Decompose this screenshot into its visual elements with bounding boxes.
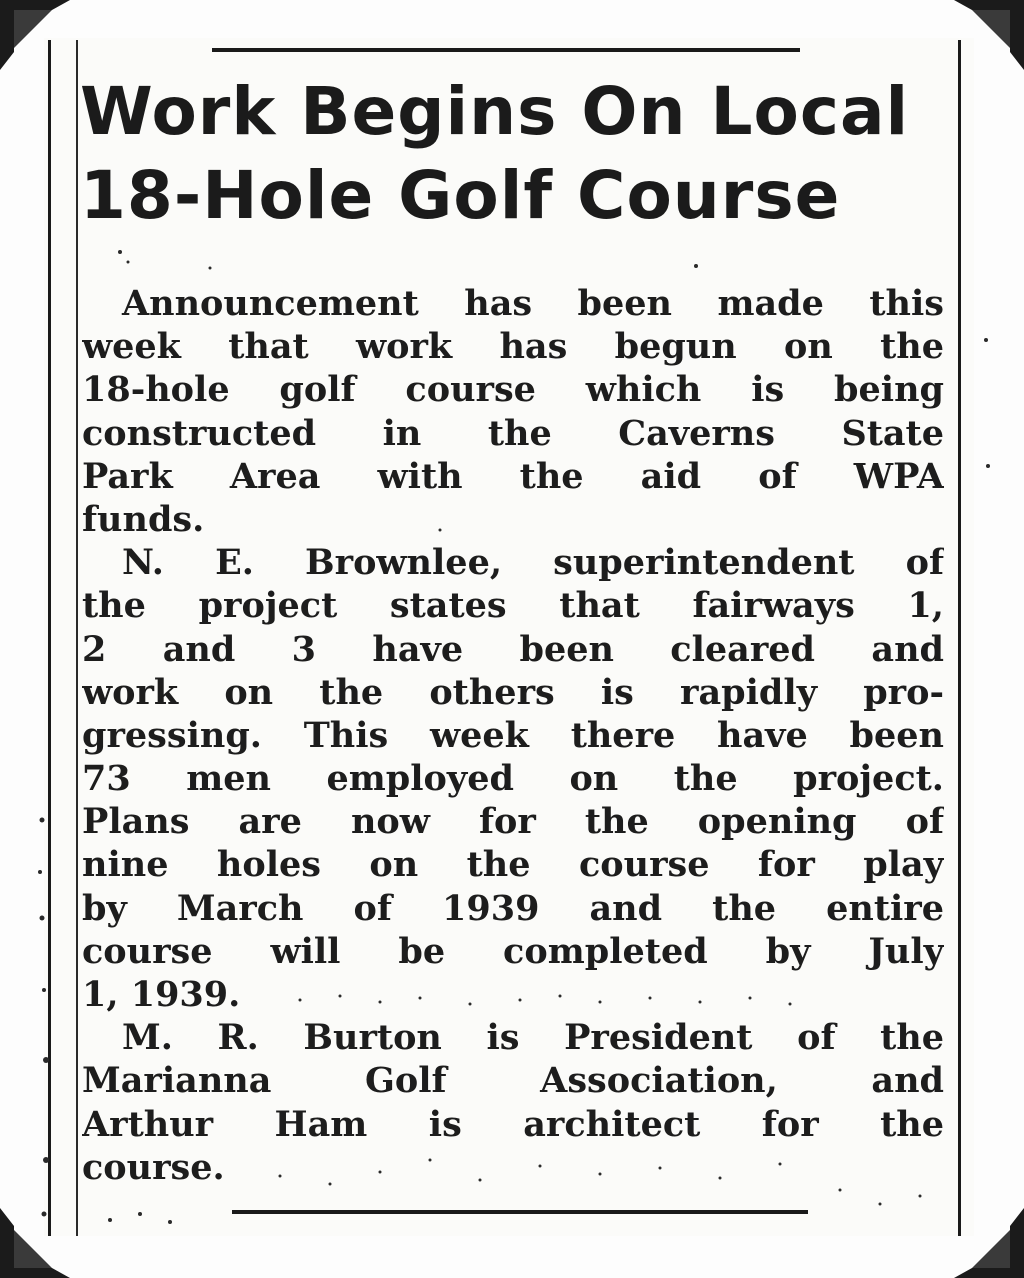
headline-line: Work Begins On Local (80, 73, 910, 150)
body-line: 18-hole golf course which is being (82, 369, 944, 411)
photo-corner-bottom-left (0, 1208, 70, 1278)
body-line: course. (82, 1146, 225, 1188)
photo-corner-bottom-right (954, 1208, 1024, 1278)
inner-column-rule (76, 40, 78, 1236)
photo-corner-top-left (0, 0, 70, 70)
body-line: constructed in the Caverns State (82, 412, 944, 454)
body-line: Marianna Golf Association, and (82, 1060, 944, 1102)
body-line: funds. (82, 498, 205, 540)
headline-line: 18-Hole Golf Course (80, 157, 841, 234)
body-line: gressing. This week there have been (82, 714, 944, 756)
body-line: N. E. Brownlee, superintendent of (122, 542, 944, 584)
body-line: nine holes on the course for play (82, 844, 944, 886)
body-line: M. R. Burton is President of the (122, 1017, 944, 1059)
left-column-rule (48, 40, 51, 1236)
headline (80, 70, 950, 238)
body-line: 2 and 3 have been cleared and (82, 628, 944, 670)
body-line: 73 men employed on the project. (82, 758, 944, 800)
right-column-rule (958, 40, 961, 1236)
body-line: Arthur Ham is architect for the (82, 1103, 944, 1145)
body-line: 1, 1939. (82, 974, 241, 1015)
top-rule (212, 48, 800, 52)
body-line: work on the others is rapidly pro- (82, 671, 944, 713)
photo-corner-top-right (954, 0, 1024, 70)
body-line: by March of 1939 and the entire (82, 887, 944, 929)
article-body (82, 282, 944, 1189)
body-line: the project states that fairways 1, (82, 585, 944, 627)
body-line: Plans are now for the opening of (82, 801, 944, 843)
body-line: Announcement has been made this (122, 283, 944, 324)
body-line: Park Area with the aid of WPA (82, 455, 944, 497)
body-line: week that work has begun on the (82, 326, 944, 368)
bottom-rule (232, 1210, 808, 1214)
body-line: course will be completed by July (82, 930, 944, 972)
